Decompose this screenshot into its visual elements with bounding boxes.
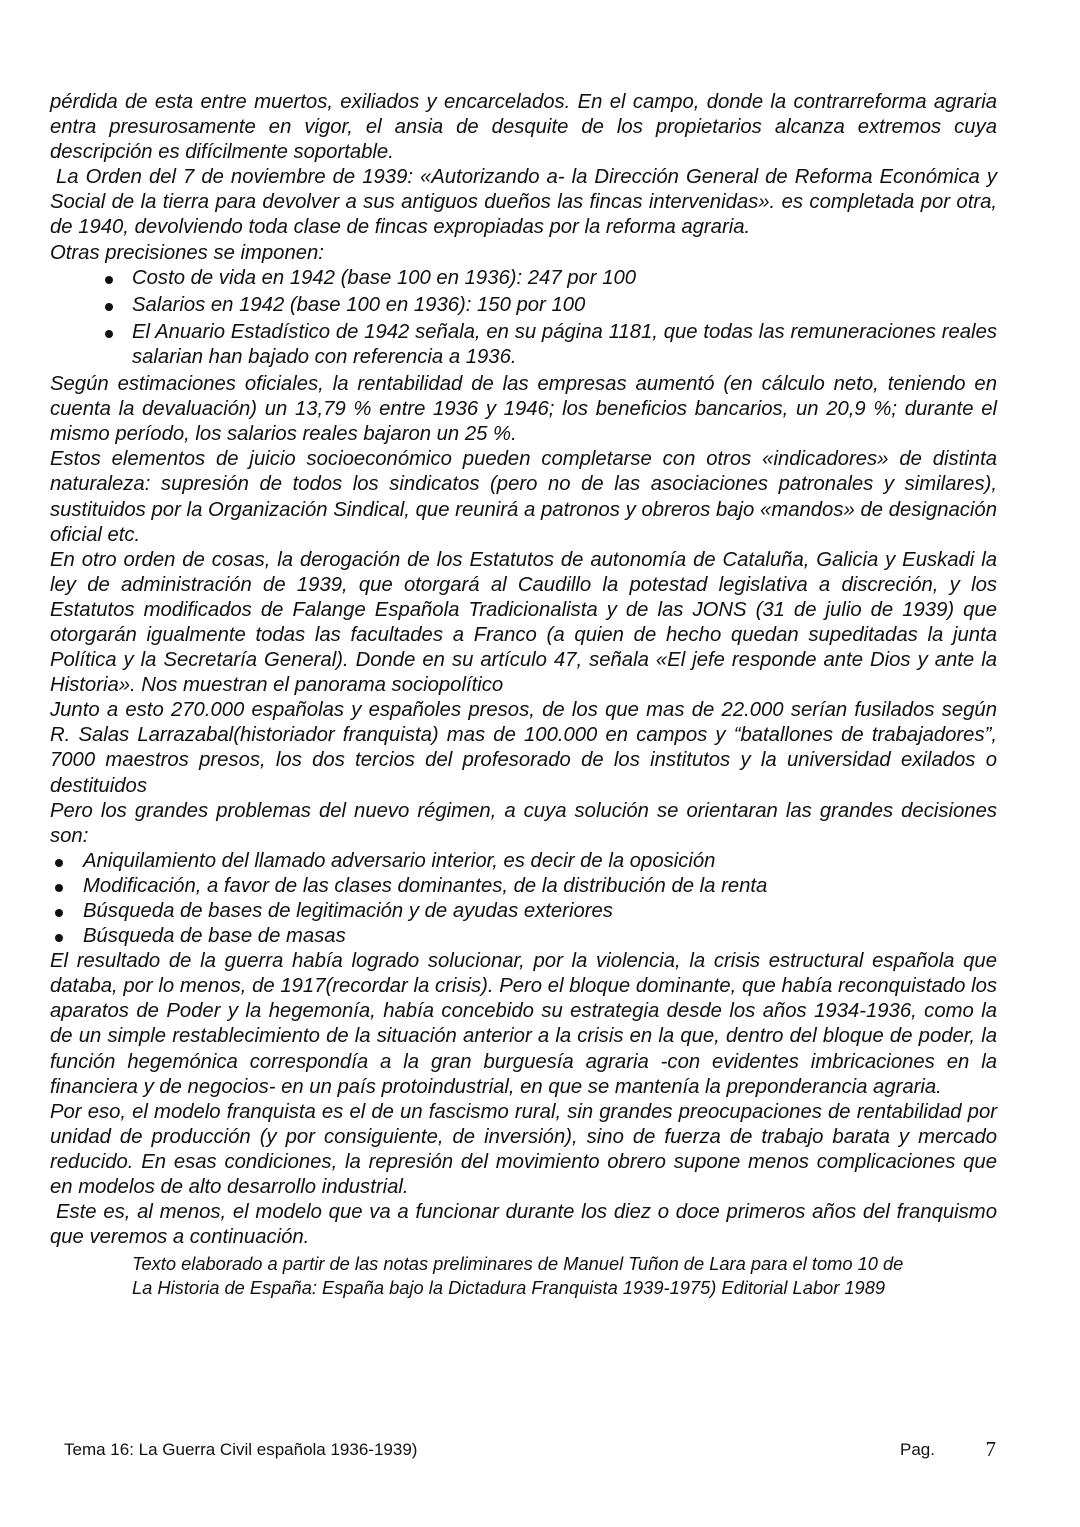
list-item-text: Salarios en 1942 (base 100 en 1936): 150 por 100 <box>132 293 586 316</box>
source-line: La Historia de España: España bajo la Dictadura Franquista 1939-1975) Editorial Labor 1989 <box>132 1277 886 1299</box>
list-item <box>83 924 997 949</box>
paragraph: Pero los grandes problemas del nuevo régimen, a cuya solución se orientaran las grandes decisiones son: <box>50 799 997 847</box>
list-item <box>83 874 997 899</box>
bullet-icon <box>55 934 63 942</box>
list-item-text: Costo de vida en 1942 (base 100 en 1936): 247 por 100 <box>132 266 637 289</box>
list-item-text: Aniquilamiento del llamado adversario interior, es decir de la oposición <box>83 849 716 872</box>
page-number: 7 <box>985 1437 996 1461</box>
list-item <box>132 266 997 291</box>
bullet-icon <box>105 330 113 338</box>
bullet-icon <box>55 884 63 892</box>
footer-title: Tema 16: La Guerra Civil española 1936-1939) <box>64 1440 418 1459</box>
paragraph: Estos elementos de juicio socioeconómico pueden completarse con otros «indicadores» de distinta naturaleza: supresión de todos los sindicatos (pero no de las asociaciones patronales y similares), sustituidos por la Organización Sindical, que reunirá a patronos y obreros bajo «mandos» de designación oficial etc. <box>50 448 997 546</box>
list-item-text: Modificación, a favor de las clases dominantes, de la distribución de la renta <box>83 874 768 897</box>
source-citation <box>132 1252 997 1300</box>
paragraph: En otro orden de cosas, la derogación de los Estatutos de autonomía de Cataluña, Galicia y Euskadi la ley de administración de 1939, que otorgará al Caudillo la potestad legislativa a discreción, y los Estatutos modificados de Falange Española Tradicionalista y de las JONS (31 de julio de 1939) que otorgarán igualmente todas las facultades a Franco (a quien de hecho quedan supeditadas la junta Política y la Secretaría General). Donde en su artículo 47, señala «El jefe responde ante Dios y ante la Historia». Nos muestran el panorama sociopolítico <box>50 548 997 697</box>
page-footer <box>64 1437 996 1464</box>
bullet-icon <box>55 909 63 917</box>
bullet-icon <box>105 303 113 311</box>
list-item <box>83 849 997 874</box>
list-item-text: Búsqueda de base de masas <box>83 925 346 948</box>
paragraph: Otras precisiones se imponen: <box>50 241 324 264</box>
paragraph: pérdida de esta entre muertos, exiliados y encarcelados. En el campo, donde la contrarreforma agraria entra presurosamente en vigor, el ansia de desquite de los propietarios alcanza extremos cuya descripción es difícilmente soportable. <box>50 91 997 164</box>
bullet-list <box>50 266 997 370</box>
list-item <box>83 899 997 924</box>
paragraph: Según estimaciones oficiales, la rentabilidad de las empresas aumentó (en cálculo neto, teniendo en cuenta la devaluación) un 13,79 % entre 1936 y 1946; los beneficios bancarios, un 20,9 %; durante el mismo período, los salarios reales bajaron un 25 %. <box>50 373 997 446</box>
bullet-list <box>50 849 997 949</box>
paragraph: Este es, al menos, el modelo que va a funcionar durante los diez o doce primeros años del franquismo que veremos a continuación. <box>50 1201 997 1249</box>
list-item-text: El Anuario Estadístico de 1942 señala, en su página 1181, que todas las remuneraciones reales salarian han bajado con referencia a 1936. <box>132 320 997 368</box>
bullet-icon <box>105 276 113 284</box>
page-label: Pag. <box>900 1440 935 1459</box>
list-item-text: Búsqueda de bases de legitimación y de ayudas exteriores <box>83 900 613 922</box>
paragraph: El resultado de la guerra había logrado solucionar, por la violencia, la crisis estructural española que databa, por lo menos, de 1917(recordar la crisis). Pero el bloque dominante, que había reconquistado los aparatos de Poder y la hegemonía, había concebido su estrategia desde los años 1934-1936, como la de un simple restablecimiento de la situación anterior a la crisis en la que, dentro del bloque de poder, la función hegemónica correspondía a la gran burguesía agraria -con evidentes imbricaciones en la financiera y de negocios- en un país protoindustrial, en que se mantenía la preponderancia agraria. <box>50 950 997 1098</box>
bullet-icon <box>55 859 63 867</box>
paragraph: La Orden del 7 de noviembre de 1939: «Autorizando a- la Dirección General de Reforma Económica y Social de la tierra para devolver a sus antiguos dueños las fincas intervenidas». es completada por otra, de 1940, devolviendo toda clase de fincas expropiadas por la reforma agraria. <box>50 166 997 239</box>
source-line: Texto elaborado a partir de las notas preliminares de Manuel Tuñon de Lara para el tomo 10 de <box>132 1253 904 1275</box>
paragraph: Junto a esto 270.000 españolas y españoles presos, de los que mas de 22.000 serían fusilados según R. Salas Larrazabal(historiador franquista) mas de 100.000 en campos y “batallones de trabajadores”, 7000 maestros presos, los dos tercios del profesorado de los institutos y la universidad exilados o destituidos <box>50 699 997 797</box>
list-item <box>132 320 997 370</box>
list-item <box>132 293 997 318</box>
document-body <box>50 90 997 1300</box>
paragraph: Por eso, el modelo franquista es el de un fascismo rural, sin grandes preocupaciones de rentabilidad por unidad de producción (y por consiguiente, de inversión), sino de fuerza de trabajo barata y mercado reducido. En esas condiciones, la represión del movimiento obrero supone menos complicaciones que en modelos de alto desarrollo industrial. <box>50 1100 997 1199</box>
